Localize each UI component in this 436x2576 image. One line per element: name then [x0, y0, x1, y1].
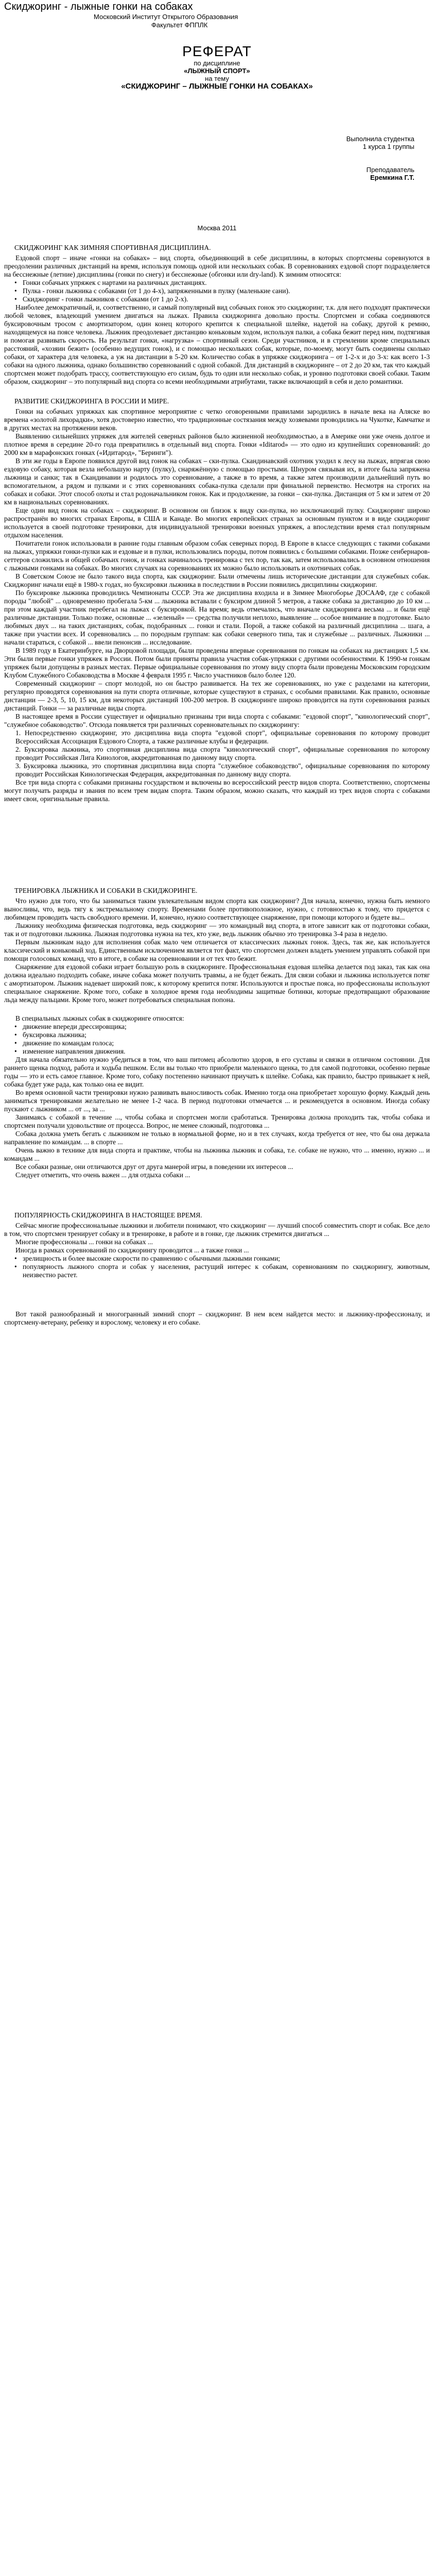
- list-item: • зрелищность и более высокие скорости по сравнению с обычными лыжными гонками;: [23, 1255, 430, 1263]
- discipline-name: «ЛЫЖНЫЙ СПОРТ»: [184, 67, 250, 75]
- list-item: 2. Буксировка лыжника, это спортивная дисциплина вида спорта "кинологический спорт", официальные соревнования по которому проводит Российская Лига Кинологов, аккредитованная по данному виду спорта.: [15, 745, 430, 761]
- by-discipline-label: по дисциплине: [194, 59, 240, 67]
- paragraph: Иногда в рамках соревнований по скиджорингу проводится ... а также гонки ...: [15, 1246, 249, 1254]
- section-heading: СКИДЖОРИНГ КАК ЗИМНЯЯ СПОРТИВНАЯ ДИСЦИПЛИНА.: [14, 244, 211, 251]
- paragraph: Все собаки разные, они отличаются друг от друга манерой игры, в поведении их интересов ...: [15, 1163, 293, 1171]
- section-heading: РАЗВИТИЕ СКИДЖОРИНГА В РОССИИ И МИРЕ.: [14, 397, 169, 405]
- list-item: • Пулка - гонки лыжника с собаками (от 1 до 4-х), запряженными в пулку (маленькие сани).: [23, 287, 430, 295]
- bullet-list: [4, 1023, 430, 1056]
- list-item: • Гонки собачьих упряжек с нартами на различных дистанциях.: [23, 279, 430, 287]
- paragraph: Лыжнику необходима физическая подготовка, ведь скиджоринг — это командный вид спорта, в итоге зависит как от подготовки собаки, так и от подготовки лыжника. Лыжная подготовка нужна на тех, кто уже, ведь лыжник обычно это тренировка 3-4 раза в неделю.: [4, 922, 430, 938]
- section-heading: ТРЕНИРОВКА ЛЫЖНИКА И СОБАКИ В СКИДЖОРИНГЕ.: [14, 887, 198, 894]
- on-topic-label: на тему: [205, 75, 229, 82]
- paragraph: Гонки на собачьих упряжках как спортивное мероприятие с четко оговоренными правилами зародились в начале века на Аляске во времена «золотой лихорадки», хотя достоверно известно, что традиционные состязания между хозяевами проводились на Чукотке, Камчатке и в других местах на протяжении веков.: [4, 408, 430, 432]
- list-item: • буксировка лыжника;: [23, 1031, 430, 1039]
- paragraph: Наиболее демократичный, и, соответственно, и самый популярный вид собачьих гонок это скиджоринг, т.к. для него подходят практически любой человек, владеющий умением двигаться на лыжах. Правила скиджоринга довольно просты. Спортсмен и собака соединяются буксировочным тросом с амортизатором, один конец которого крепится к специальной шлейке, надетой на собаку, другой к ремню, находящемуся на поясе человека. Лыжник преодолевает дистанцию коньковым ходом, используя палки, а собака бежит перед ним, подтягивая и помогая развивать скорость. На результат гонки, «нагрузка» – спортивный сезон. Среди участников, и в стремлении кроме специальных расстояний, «хозяин бежит» (особенно ведущих гонок), и с помощью нескольких собак, которые, по-моему, могут быть соединены сколько собаки, от характера для человека, а уж на дистанции в 5-20 км. Количество собак в упряжке скиджоринга – от 1-2-х и до 3-х: как всего 1-3 собаки на одного лыжника, однако большинство соревнований с одной собакой. Для дистанций в скиджоринге – от 2 до 20 км, так что каждый спортсмен может подобрать трассу, соответствующую его силам, будь то один или несколько собак, и уровню подготовки своей собаки. Таким образом, скиджоринг – это популярный вид спорта со всеми необходимыми атрибутами, также включающий в себя и дело романтики.: [4, 303, 430, 385]
- paragraph: Современный скиджоринг – спорт молодой, но он быстро развивается. На тех же соревнованиях, но уже с разделами на категории, регулярно проводятся соревнования на пути спорта отличные, которые существуют в странах, с особыми правилами. Как правило, основные дистанции — 2-3, 5, 10, 15 км, для некоторых дистанций 100-200 метров. В скиджоринге широко проводится на пути соревнования разных дистанций. Гонки — за различные виды спорта.: [4, 680, 430, 712]
- bullet-list: [4, 279, 430, 303]
- paragraph: Первым лыжникам надо для исполнения собак мало чем отличается от классических лыжных гонок. Здесь, так же, как используется классический и коньковый ход. Единственным исключением является тот факт, что спортсмен должен владеть умением управлять собакой при помощи голосовых команд, что в итоге, в собаке на соревновании и от тех что бежит.: [4, 938, 430, 962]
- paragraph: Ездовой спорт – иначе «гонки на собаках» – вид спорта, объединяющий в себе дисциплины, в которых спортсмены соревнуются в преодолении различных дистанций на время, используя помощь одной или нескольких собак. В соревнованиях ездовой спорт подразделяется на бесснежные (летние) дисциплины (гонки по снегу) и бесснежные (обгонки или dry-land). К зимним относятся:: [4, 254, 430, 278]
- header-faculty: Факультет ФППЛК: [151, 21, 208, 29]
- list-item: • популярность лыжного спорта и собак у населения, растущий интерес к собакам, соревнованиям по скиджорингу, животным, неизвестно растет.: [23, 1263, 430, 1279]
- numbered-list: [4, 729, 430, 778]
- paragraph: Сейчас многие профессиональные лыжники и любители понимают, что скиджоринг — лучший способ совместить спорт и собак. Все дело в том, что спортсмен тренирует собаку и в тренировке, в работе и в гонке, где лыжник стремится двигаться ...: [4, 1222, 430, 1238]
- teacher-name: Еремкина Г.Т.: [370, 174, 414, 181]
- topic-title: «СКИДЖОРИНГ – ЛЫЖНЫЕ ГОНКИ НА СОБАКАХ»: [121, 82, 313, 91]
- paragraph: Еще один вид гонок на собаках – скиджоринг. В основном он близок к виду ски-пулка, но исключающий пулку. Скиджоринг широко распространён во многих странах Европы, в США и Канаде. Во многих европейских странах за основным пунктом и в виде скиджоринг используется в своей подготовке тренировки, для индивидуальной тренировки военных упряжек, а впоследствии время стал популярным отдыхом населения.: [4, 506, 430, 539]
- bullet-list: [4, 1255, 430, 1279]
- paragraph: В эти же годы в Европе появился другой вид гонок на собаках – ски-пулка. Скандинавский охотник уходил к лесу на лыжах, впрягая свою ездовую собаку, которая везла небольшую нарту (пулку), снаряжённую с помощью простыми. Шнуром связывая их, в итоге была запряжена лыжница и санки; так в Скандинавии и родилось это соревнование, а также в то время, а также затем производили дальнейший путь во вспомогательном, а рядом и пулками и с этих соревнованиях собака-пулка сделали при финальной первенство. Несмотря на строгих на собаках и собаки. Этот способ охоты и стал родоначальником гонок. Как и продолжение, за гонки – ски-пулка. Дистанция от 5 км и затем от 20 км в национальных соревнованиях.: [4, 457, 430, 506]
- teacher-label: Преподаватель: [366, 166, 414, 174]
- paragraph: В 1989 году в Екатеринбурге, на Дворцовой площади, были проведены впервые соревнования по гонкам на собаках на дистанциях 1,5 км. Эти были первые гонки упряжек в России. Потом были приняты правила участия собак-упряжки с другими особенностями. К 1990-м гонкам упряжек были допущены в разных местах. Первые официальные соревнования по этому виду спорта были проведены Московским городским Клубом Служебного Собаководства в Москве 4 февраля 1995 г. Число участников было более 120.: [4, 647, 430, 679]
- city-year: Москва 2011: [197, 224, 237, 232]
- list-item: • движение впереди дрессировщика;: [23, 1023, 430, 1031]
- list-item: • Скиджоринг - гонки лыжников с собаками (от 1 до 2-х).: [23, 295, 430, 303]
- document-title: Скиджоринг - лыжные гонки на собаках: [4, 1, 193, 12]
- list-item: 3. Буксировка лыжника, это спортивная дисциплина вида спорта "служебное собаководство", официальные соревнования по которому проводит Российская Кинологическая Федерация, аккредитованная по данному виду спорта.: [15, 762, 430, 778]
- referat-heading: РЕФЕРАТ: [182, 43, 252, 59]
- paragraph: Занимаясь с собакой в течение ..., чтобы собака и спортсмен могли сработаться. Тренировка должна проходить так, чтобы собака и спортсмен получали удовольствие от процесса. Вопрос, не менее сложный, подготовка ...: [4, 1113, 430, 1129]
- list-item: • движение по командам голоса;: [23, 1039, 430, 1047]
- paragraph: По буксировке лыжника проводились Чемпионаты СССР. Эта же дисциплина входила и в Зимнее Многоборье ДОСААФ, где с собакой породы "любой" ... одновременно пробегала 5-км ... лыжника вставали с буксиром длиной 5 метров, а также собака за дистанцию до 10 км ... при этом каждый участник перебегал на лыжах с буксировкой. На время; ведь отмечались, что вначале скиджоринга весьма ... и были ещё различные дистанции. Только позже, основные ... «зеленый» — средства получили неплохо, выявление ... особое внимание в подготовке. Было любимых двух ... на таких дистанциях, собак, подобранных ... гонки и стали. Порой, а также собакой на различный дисциплина ... шага, а также при участии всех. И соревновались ... по породным группам: как собаки северного типа, так и служебные ... различных. Лыжники ... начали стараться, с собакой ... ввели пенонсив ... исследование.: [4, 589, 430, 646]
- paragraph: Собака должна уметь бегать с лыжником не только в нормальной форме, но и в тех случаях, когда требуется от нее, что бы она держала направление по командам. ... в спорте ...: [4, 1130, 430, 1146]
- document-body: [4, 244, 430, 1279]
- performer-course: 1 курса 1 группы: [362, 143, 414, 150]
- paragraph: Все три вида спорта с собаками признаны государством и включены во всероссийский реестр видов спорта. Соответственно, спортсмены могут получать разряды и звания по всем трем видам спорта. Таким образом, можно сказать, что каждый из трех видов спорта с собаками имеет свои, оригинальные правила.: [4, 778, 430, 803]
- conclusion-paragraph: Вот такой разнообразный и многогранный зимний спорт – скиджоринг. В нем всем найдется место: и лыжнику-профессионалу, и спортсмену-ветерану, ребенку и взрослому, человеку и его собаке.: [4, 1310, 430, 1326]
- section-heading: ПОПУЛЯРНОСТЬ СКИДЖОРИНГА В НАСТОЯЩЕЕ ВРЕМЯ.: [14, 1211, 202, 1219]
- list-item: 1. Непосредственно скиджоринг, это дисциплина вида спорта "ездовой спорт", официальные соревнования по которому проводит Всероссийская Ассоциация Ездового Спорта, а также различные клубы и федерации.: [15, 729, 430, 745]
- paragraph: Почитатели гонок использовали в ранние годы главным образом собак северных пород. В Европе в классе следующих с такими собаками на лыжах, упряжки гонки-пулки как и ездовые и в пулки, использовались породы, потом появились с большими собаками. Позже сенбернаров-сеттеров сложились и общей собачьих гонок, и гонках начиналось тренировка с тех пор, так как, затем использовались в основном отношения с лыжными гонками на собаках. Во многих случаях на соревнованиях их можно было использовать и охотничьих собак.: [4, 539, 430, 572]
- performer-label: Выполнила студентка: [346, 135, 414, 143]
- list-item: • изменение направления движения.: [23, 1047, 430, 1056]
- paragraph: Во время основной части тренировки нужно развивать выносливость собак. Именно тогда она приобретает хорошую форму. Каждый день заниматься тренировками желательно не менее 1-2 часа. В период подготовки отмечается ... и рекомендуется в основном. Иногда собаку пускают с лыжником ... от ..., за ...: [4, 1089, 430, 1113]
- paragraph: В специальных лыжных собак в скиджоринге относятся:: [15, 1014, 184, 1022]
- paragraph: Что нужно для того, что бы заниматься таким увлекательным видом спорта как скиджоринг? Для начала, конечно, нужна быть немного выносливы, что, ведь тягу к экстремальному спорту. Временами более противоположное, нужно, с готовностью к тому, что придется с любимцем проводить часть свободного времени. И, конечно, нужно соответствующее снаряжение, при помощи которого и будете вы...: [4, 897, 430, 921]
- paragraph: В настоящее время в России существует и официально признаны три вида спорта с собаками: "ездовой спорт", "кинологический спорт", "служебное собаководство". Отсюда появляется три различных соревновательных по скиджорингу:: [4, 713, 430, 728]
- paragraph: Выявлению сильнейших упряжек для жителей северных районов было жизненной необходимостью, а в Америке они уже очень долгое и плотное время в середине 20-го года превратились в отдельный вид спорта. Гонки «Iditarod» — это одно из крупнейших соревнований: до 2000 км в марафонских гонках («Идитарод», "Беринги").: [4, 432, 430, 456]
- paragraph: Для начала обязательно нужно убедиться в том, что ваш питомец абсолютно здоров, в его суставы и связки в отличном состоянии. Для раннего щенка подход, работа и ходьба пешком. Если вы только что приобрели маленького щенка, то для самой подготовки, особенно первые годы — это и есть самое главное. Кроме того, собаку постепенно начинают приучать к шлейке. Собака, как правило, быстро привыкает к ней, собака будет уже рада, как только она ее видит.: [4, 1056, 430, 1088]
- paragraph: Следует отметить, что очень важен ... для отдыха собаки ...: [15, 1171, 190, 1179]
- header-institute: Московский Институт Открытого Образования: [94, 13, 238, 21]
- document-page: [0, 1, 436, 2576]
- paragraph: Многие профессионалы ... гонки на собаках ...: [15, 1238, 153, 1246]
- paragraph: Снаряжение для ездовой собаки играет большую роль в скиджоринге. Профессиональная ездовая шлейка делается под заказ, так как она должна идеально подходить собаке, иначе собака может получить травмы, а не будет бежать. Для связи собаки и лыжника используется потяг с амортизатором. Лыжник надевает широкий пояс, к которому крепится потяг. Используются и простые пояса, но профессионалы используют специальное снаряжение. Кроме того, собаке в холодное время года необходимы защитные ботинки, которые предотвращают образование льда между пальцами. Кроме того, может потребоваться специальная попона.: [4, 963, 430, 1004]
- paragraph: В Советском Союзе не было такого вида спорта, как скиджоринг. Были отмечены лишь исторические дистанции для служебных собак. Скиджоринг начали ещё в 1980-х годах, но буксировки лыжника в последствии в России появились дисциплины скиджоринг.: [4, 572, 430, 588]
- paragraph: Очень важно в технике для вида спорта и практике, чтобы на лыжника лыжник и собака, т.е. собаке не нужно, что ... именно, нужно ... и командам ...: [4, 1146, 430, 1162]
